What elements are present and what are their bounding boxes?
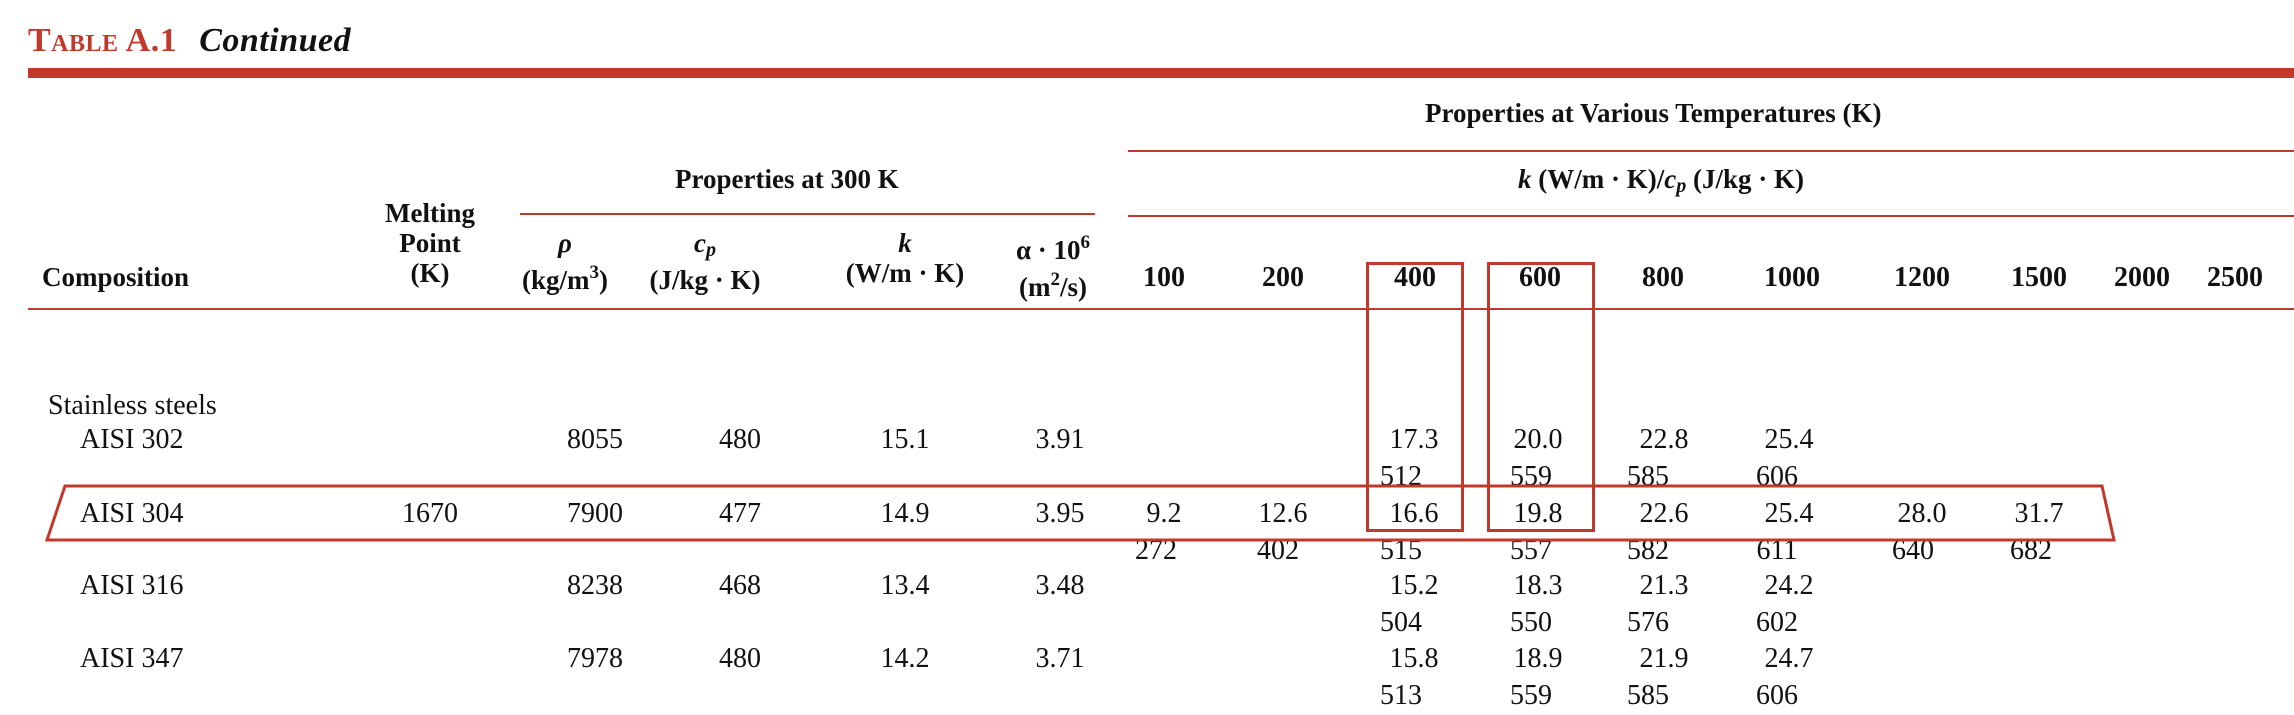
row-cp-at-400: 512 bbox=[1380, 461, 1422, 492]
row-cp-at-800: 576 bbox=[1627, 607, 1669, 638]
col-melting-point: Melting Point (K) bbox=[385, 198, 475, 288]
row-cp-at-400: 513 bbox=[1380, 680, 1422, 711]
col-rho: ρ $(kg/m^3)$ bbox=[522, 228, 608, 295]
row-k-at-1000: 24.7 bbox=[1764, 643, 1814, 674]
col-alpha: $\alpha \cdot 10^6$ $(m^2/s)$ bbox=[1015, 232, 1091, 302]
row-k-at-400: 17.3 bbox=[1389, 424, 1439, 455]
row-k-at-800: 21.3 bbox=[1639, 570, 1689, 601]
col-temp-100: 100 bbox=[1143, 262, 1185, 293]
row-k: 15.1 bbox=[880, 424, 930, 455]
row-alpha: 3.71 bbox=[1035, 643, 1085, 674]
row-k: 14.9 bbox=[880, 498, 930, 529]
row-k-at-1000: 25.4 bbox=[1764, 498, 1814, 529]
row-k-at-600: 20.0 bbox=[1513, 424, 1563, 455]
row-cp-at-800: 585 bbox=[1627, 680, 1669, 711]
group-stainless-steels: Stainless steels bbox=[48, 390, 217, 421]
col-temp-200: 200 bbox=[1262, 262, 1304, 293]
row-k-at-400: 15.8 bbox=[1389, 643, 1439, 674]
highlight-row-outline bbox=[47, 486, 2114, 540]
row-k-at-1500: 31.7 bbox=[2014, 498, 2064, 529]
col-temp-1500: 1500 bbox=[2011, 262, 2067, 293]
row-cp-at-1000: 606 bbox=[1756, 680, 1798, 711]
table-continued: Continued bbox=[199, 22, 352, 59]
row-cp-at-100: 272 bbox=[1135, 535, 1177, 566]
col-temp-2500: 2500 bbox=[2207, 262, 2263, 293]
row-k-at-800: 22.6 bbox=[1639, 498, 1689, 529]
row-cp: 480 bbox=[719, 424, 761, 455]
row-density: 7900 bbox=[567, 498, 623, 529]
row-k: 14.2 bbox=[880, 643, 930, 674]
row-k-at-600: 18.3 bbox=[1513, 570, 1563, 601]
col-k: k (W/m · K) bbox=[845, 228, 965, 288]
row-melting-point: 1670 bbox=[402, 498, 458, 529]
temps-group-header: Properties at Various Temperatures (K) bbox=[1425, 98, 1882, 128]
row-cp: 468 bbox=[719, 570, 761, 601]
row-cp-at-400: 504 bbox=[1380, 607, 1422, 638]
row-density: 8238 bbox=[567, 570, 623, 601]
row-alpha: 3.95 bbox=[1035, 498, 1085, 529]
row-cp-at-600: 559 bbox=[1510, 680, 1552, 711]
row-composition: AISI 304 bbox=[80, 498, 184, 529]
row-cp: 480 bbox=[719, 643, 761, 674]
row-k-at-800: 22.8 bbox=[1639, 424, 1689, 455]
row-k-at-200: 12.6 bbox=[1258, 498, 1308, 529]
group300-header: Properties at 300 K bbox=[675, 164, 899, 194]
row-density: 7978 bbox=[567, 643, 623, 674]
row-k-at-1000: 25.4 bbox=[1764, 424, 1814, 455]
row-k-at-100: 9.2 bbox=[1146, 498, 1182, 529]
row-k: 13.4 bbox=[880, 570, 930, 601]
col-cp: $c_p$ (J/kg · K) bbox=[649, 228, 761, 295]
col-composition: Composition bbox=[42, 262, 190, 292]
col-temp-2000: 2000 bbox=[2114, 262, 2170, 293]
row-alpha: 3.91 bbox=[1035, 424, 1085, 455]
row-alpha: 3.48 bbox=[1035, 570, 1085, 601]
row-cp-at-600: 557 bbox=[1510, 535, 1552, 566]
row-k-at-400: 16.6 bbox=[1389, 498, 1439, 529]
temps-sub-header: k $(W/m \cdot K)/c_p$ (J/kg · K) bbox=[1518, 164, 1804, 197]
row-k-at-1000: 24.2 bbox=[1764, 570, 1814, 601]
row-composition: AISI 316 bbox=[80, 570, 184, 601]
row-cp: 477 bbox=[719, 498, 761, 529]
row-cp-at-200: 402 bbox=[1257, 535, 1299, 566]
row-density: 8055 bbox=[567, 424, 623, 455]
row-cp-at-1000: 606 bbox=[1756, 461, 1798, 492]
row-cp-at-800: 582 bbox=[1627, 535, 1669, 566]
row-composition: AISI 302 bbox=[80, 424, 184, 455]
col-temp-600: 600 bbox=[1519, 262, 1561, 293]
row-composition: AISI 347 bbox=[80, 643, 184, 674]
col-temp-400: 400 bbox=[1394, 262, 1436, 293]
row-cp-at-600: 550 bbox=[1510, 607, 1552, 638]
row-k-at-1200: 28.0 bbox=[1897, 498, 1947, 529]
row-cp-at-800: 585 bbox=[1627, 461, 1669, 492]
row-k-at-600: 18.9 bbox=[1513, 643, 1563, 674]
row-k-at-400: 15.2 bbox=[1389, 570, 1439, 601]
row-k-at-600: 19.8 bbox=[1513, 498, 1563, 529]
row-cp-at-1000: 602 bbox=[1756, 607, 1798, 638]
col-temp-1000: 1000 bbox=[1764, 262, 1820, 293]
row-cp-at-1500: 682 bbox=[2010, 535, 2052, 566]
row-cp-at-400: 515 bbox=[1380, 535, 1422, 566]
row-k-at-800: 21.9 bbox=[1639, 643, 1689, 674]
row-cp-at-1200: 640 bbox=[1892, 535, 1934, 566]
row-cp-at-1000: 611 bbox=[1756, 535, 1798, 566]
table-label: Table A.1 bbox=[28, 22, 178, 59]
row-cp-at-600: 559 bbox=[1510, 461, 1552, 492]
col-temp-1200: 1200 bbox=[1894, 262, 1950, 293]
col-temp-800: 800 bbox=[1642, 262, 1684, 293]
